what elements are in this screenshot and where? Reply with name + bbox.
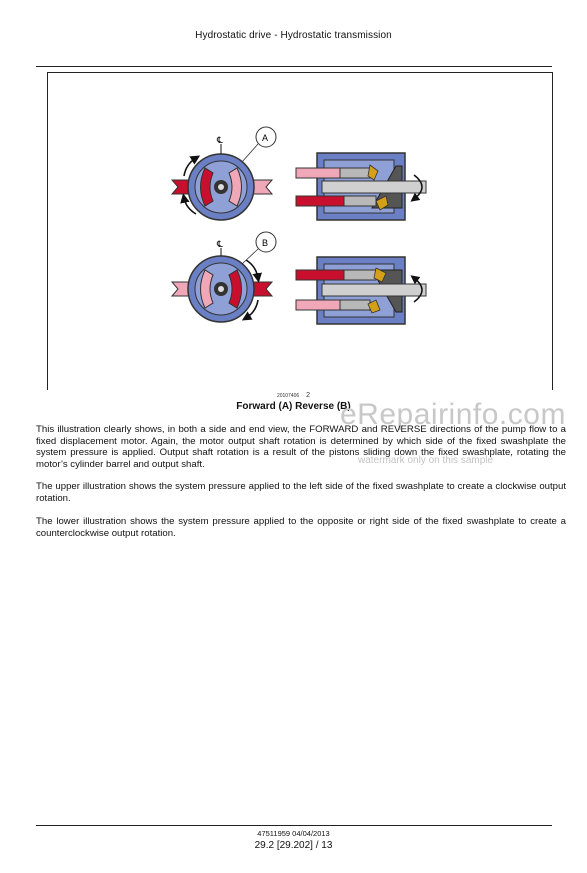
footer-page-ref: 29.2 [29.202] / 13 [254, 840, 333, 851]
footer-rule [36, 825, 552, 826]
side-view-a [296, 153, 426, 220]
paragraph-1: This illustration clearly shows, in both a side and end view, the FORWARD and REVERSE directions of the pump flow to a fixed displacement motor. Again, the motor output shaft rotation is determined by which side of the fixed swashplate the system pressure is applied. Output shaft rotation is a result of the pistons sliding down the fixed swashplate, rotating the motor’s cylinder barrel and output shaft. [36, 424, 566, 470]
footer-doc-ref: 47511959 04/04/2013 [257, 829, 330, 838]
label-a: A [262, 133, 269, 143]
hydrostatic-motor-illustration [0, 0, 587, 400]
end-view-b [172, 240, 272, 322]
centerline-symbol-a: ℄ [217, 136, 223, 146]
end-view-a [172, 136, 272, 220]
side-view-b [296, 257, 426, 324]
centerline-symbol-b: ℄ [217, 240, 223, 250]
watermark-brand: eRepairinfo.com [340, 398, 566, 431]
label-a-callout [242, 127, 276, 162]
paragraph-3: The lower illustration shows the system pressure applied to the opposite or right side of the fixed swashplate to create a counterclockwise output rotation. [36, 516, 566, 539]
figure-id: 20107406 2 [276, 392, 311, 399]
figure-caption: Forward (A) Reverse (B) [236, 401, 351, 412]
paragraph-2: The upper illustration shows the system pressure applied to the left side of the fixed swashplate to create a clockwise output rotation. [36, 481, 566, 504]
watermark-note: watermark only on this sample [358, 455, 494, 466]
label-b: B [262, 238, 269, 248]
page-header-title: Hydrostatic drive - Hydrostatic transmission [195, 30, 392, 41]
label-b-callout [242, 232, 276, 264]
